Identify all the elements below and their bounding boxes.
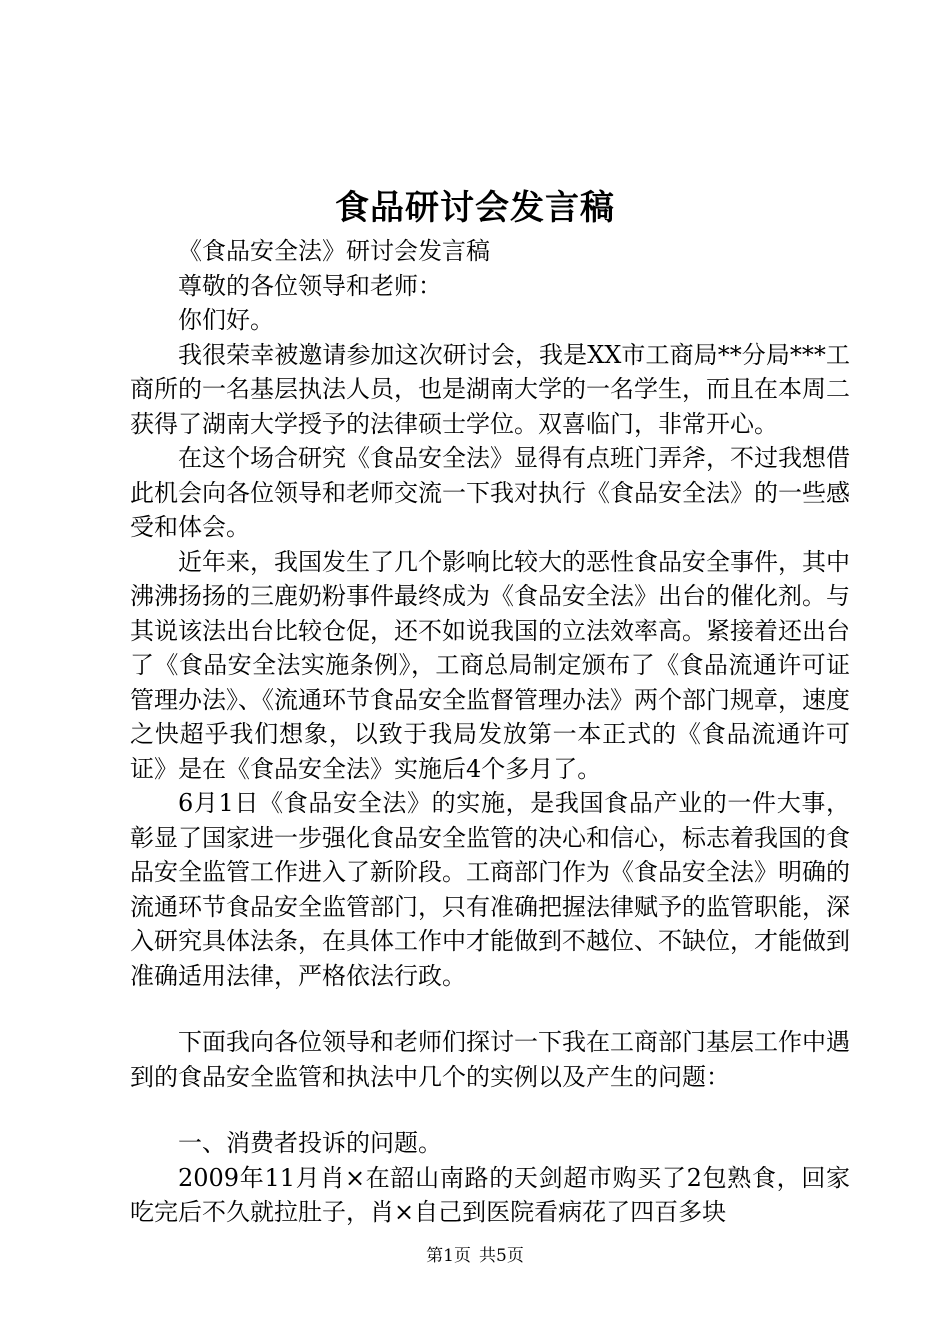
page-number: 第1页 [426,1246,471,1266]
document-body [130,234,850,1230]
paragraph-subtitle: 《食品安全法》研讨会发言稿 [178,237,490,265]
paragraph-background: 近年来，我国发生了几个影响比较大的恶性食品安全事件，其中沸沸扬扬的三鹿奶粉事件最终成为《食品安全法》出台的催化剂。与其说该法出台比较仓促，还不如说我国的立法效率高。紧接着还出台了《食品安全法实施条例》，工商总局制定颁布了《食品流通许可证管理办法》、《流通环节食品安全监督管理办法》两个部门规章，速度之快超乎我们想象，以致于我局发放第一本正式的《食品流通许可证》是在《食品安全法》实施后4个多月了。 [130,547,850,783]
document-title: 食品研讨会发言稿 [335,188,615,228]
paragraph-spacer [130,993,850,1025]
paragraph-introduction: 我很荣幸被邀请参加这次研讨会，我是XX市工商局**分局***工商所的一名基层执法人员，也是湖南大学的一名学生，而且在本周二获得了湖南大学授予的法律硕士学位。双喜临门，非常开心。 [130,340,850,438]
paragraph-case: 2009年11月肖×在韶山南路的天剑超市购买了2包熟食，回家吃完后不久就拉肚子，肖×自己到医院看病花了四百多块 [130,1163,850,1226]
paragraph-spacer [130,1094,850,1126]
paragraph-salutation: 尊敬的各位领导和老师： [178,271,442,300]
paragraph-purpose: 在这个场合研究《食品安全法》显得有点班门弄斧，不过我想借此机会向各位领导和老师交流一下我对执行《食品安全法》的一些感受和体会。 [130,444,850,541]
paragraph-significance: 6月1日《食品安全法》的实施，是我国食品产业的一件大事，彰显了国家进一步强化食品安全监管的决心和信心，标志着我国的食品安全监管工作进入了新阶段。工商部门作为《食品安全法》明确的流通环节食品安全监管部门，只有准确把握法律赋予的监管职能，深入研究具体法条，在具体工作中才能做到不越位、不缺位，才能做到准确适用法律，严格依法行政。 [130,789,850,990]
page-total: 共5页 [479,1246,524,1266]
page-footer [0,1244,950,1268]
paragraph-transition: 下面我向各位领导和老师们探讨一下我在工商部门基层工作中遇到的食品安全监管和执法中几个的实例以及产生的问题： [130,1028,850,1091]
section-heading: 一、消费者投诉的问题。 [178,1129,442,1157]
paragraph-greeting: 你们好。 [178,306,274,334]
